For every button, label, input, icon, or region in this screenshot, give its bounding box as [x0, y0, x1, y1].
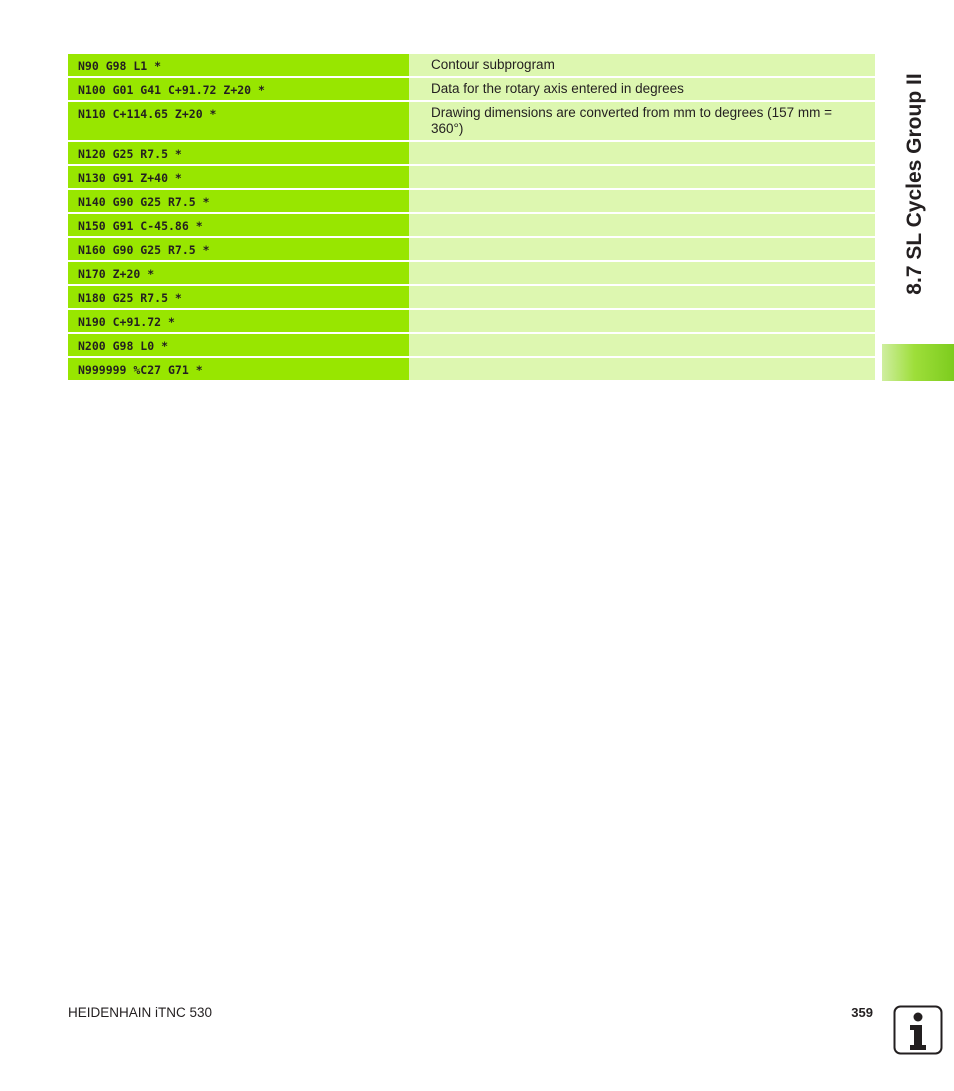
- description-cell: [409, 310, 875, 332]
- nc-code-cell: N190 C+91.72 *: [68, 310, 409, 332]
- chapter-tab: [882, 344, 954, 381]
- table-row: [68, 262, 875, 286]
- nc-code-cell: N160 G90 G25 R7.5 *: [68, 238, 409, 260]
- description-cell: [409, 334, 875, 356]
- description-cell: [409, 214, 875, 236]
- description-cell: [409, 166, 875, 188]
- description-cell: [409, 238, 875, 260]
- table-row: [68, 142, 875, 166]
- table-row: [68, 54, 875, 78]
- description-cell: [409, 190, 875, 212]
- footer-product: HEIDENHAIN iTNC 530: [68, 1005, 213, 1020]
- table-row: [68, 238, 875, 262]
- description-cell: Contour subprogram: [409, 54, 875, 76]
- table-row: [68, 334, 875, 358]
- table-row: [68, 358, 875, 382]
- description-cell: [409, 286, 875, 308]
- description-cell: [409, 358, 875, 380]
- nc-code-cell: N200 G98 L0 *: [68, 334, 409, 356]
- section-title-vertical: [884, 50, 946, 318]
- description-cell: [409, 142, 875, 164]
- section-title: 8.7 SL Cycles Group II: [903, 73, 926, 295]
- nc-code-cell: N170 Z+20 *: [68, 262, 409, 284]
- table-row: [68, 102, 875, 142]
- description-cell: [409, 262, 875, 284]
- table-row: [68, 78, 875, 102]
- table-row: [68, 310, 875, 334]
- nc-code-cell: N999999 %C27 G71 *: [68, 358, 409, 380]
- info-icon: [893, 1005, 943, 1055]
- table-row: [68, 190, 875, 214]
- table-row: [68, 166, 875, 190]
- description-cell: Drawing dimensions are converted from mm to degrees (157 mm = 360°): [409, 102, 875, 140]
- nc-code-cell: N90 G98 L1 *: [68, 54, 409, 76]
- nc-code-cell: N110 C+114.65 Z+20 *: [68, 102, 409, 140]
- nc-code-cell: N140 G90 G25 R7.5 *: [68, 190, 409, 212]
- nc-code-cell: N120 G25 R7.5 *: [68, 142, 409, 164]
- table-row: [68, 286, 875, 310]
- description-cell: Data for the rotary axis entered in degrees: [409, 78, 875, 100]
- nc-code-cell: N100 G01 G41 C+91.72 Z+20 *: [68, 78, 409, 100]
- nc-code-cell: N130 G91 Z+40 *: [68, 166, 409, 188]
- nc-code-cell: N150 G91 C-45.86 *: [68, 214, 409, 236]
- nc-code-cell: N180 G25 R7.5 *: [68, 286, 409, 308]
- page-number: 359: [851, 1005, 873, 1020]
- nc-program-table: [68, 54, 875, 382]
- table-row: [68, 214, 875, 238]
